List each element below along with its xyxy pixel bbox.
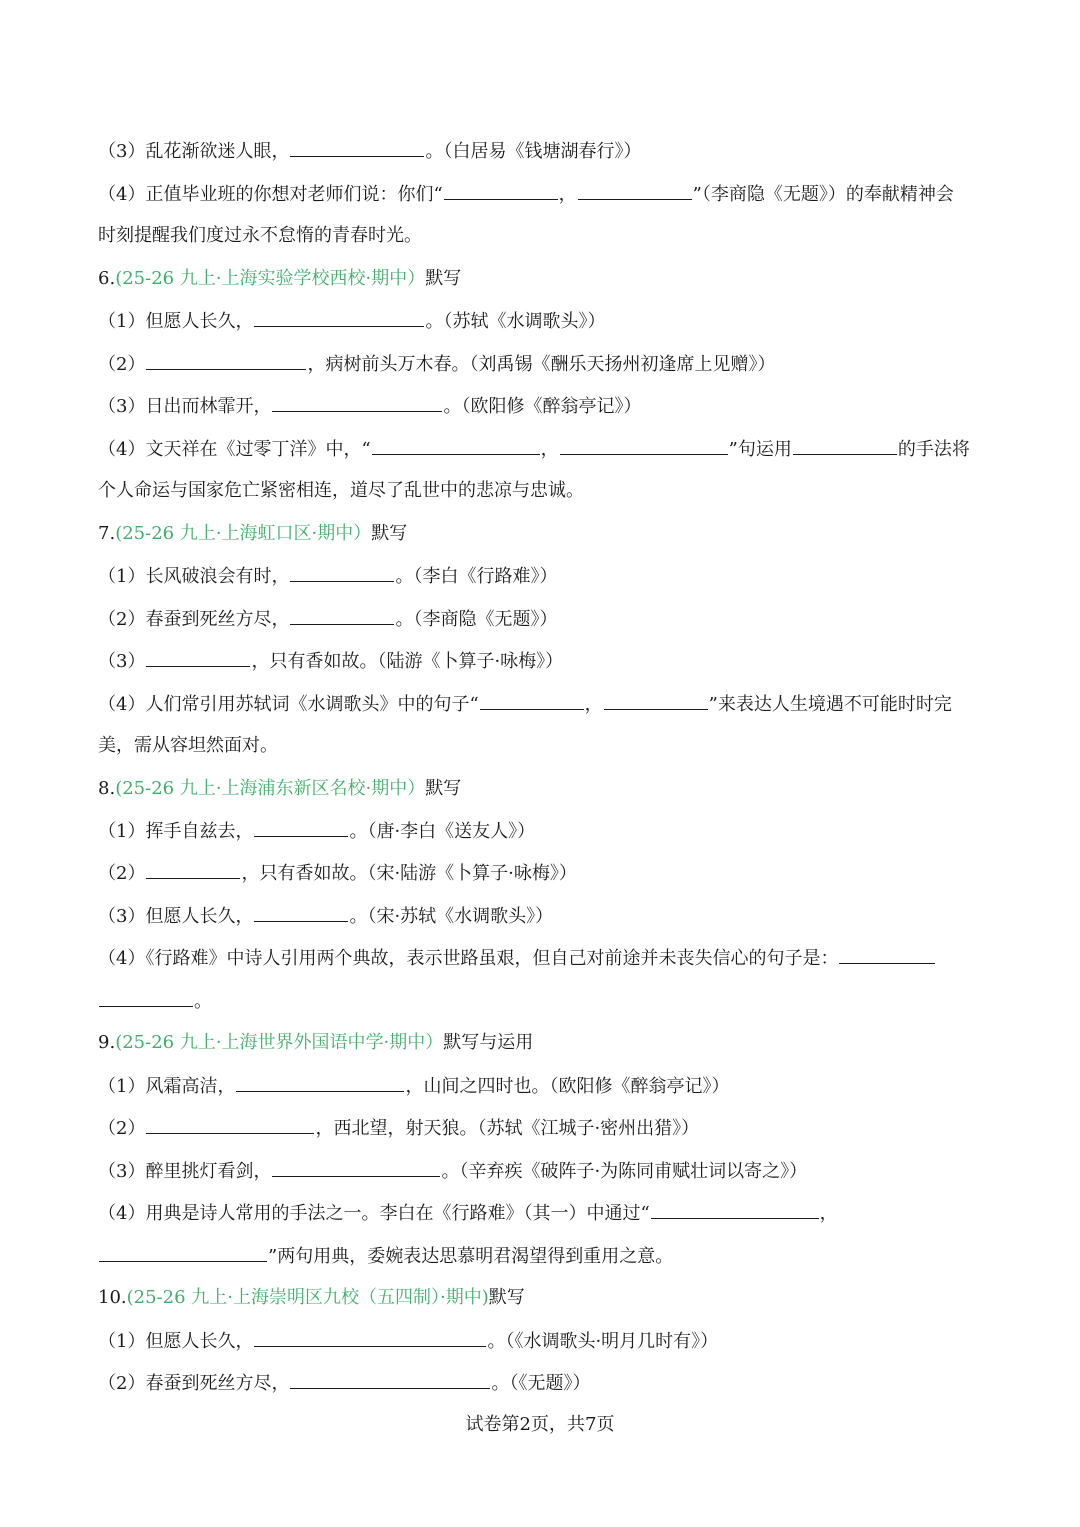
q7-item3-num: （3） [98, 651, 146, 672]
answer-blank[interactable] [146, 351, 306, 370]
q7-item4 [98, 691, 982, 718]
answer-blank[interactable] [372, 436, 540, 455]
answer-blank[interactable] [793, 436, 897, 455]
question-number: 7. [98, 523, 116, 544]
q8-item4-end: 。 [194, 991, 212, 1012]
answer-blank[interactable] [272, 393, 442, 412]
q9-item3-text: （3）醉里挑灯看剑， [98, 1161, 272, 1182]
q5-item4-line2 [98, 223, 982, 249]
q6-item3 [98, 393, 982, 420]
q9-item3-source: 。（辛弃疾《破阵子·为陈同甫赋壮词以寄之》） [441, 1161, 808, 1182]
q9-item1 [98, 1073, 982, 1100]
q5-item4 [98, 181, 982, 208]
answer-blank[interactable] [290, 138, 424, 157]
q8-item3 [98, 903, 982, 930]
q9-item4-text: （4）用典是诗人常用的手法之一。李白在《行路难》（其一）中通过“ [98, 1203, 650, 1224]
q7-item2 [98, 606, 982, 633]
q6-item3-text: （3）日出而林霏开， [98, 396, 272, 417]
q7-heading [98, 521, 982, 547]
q9-item4-continuation: ”两句用典，委婉表达思慕明君渴望得到重用之意。 [268, 1246, 674, 1267]
q5-item3-source: 。（白居易《钱塘湖春行》） [425, 141, 642, 162]
q6-item1-source: 。（苏轼《水调歌头》） [425, 311, 606, 332]
q9-item1-source: ，山间之四时也。（欧阳修《醉翁亭记》） [405, 1076, 730, 1097]
q7-item3-text: ，只有香如故。（陆游《卜算子·咏梅》） [251, 651, 564, 672]
q8-item1-source: 。（唐·李白《送友人》） [349, 821, 536, 842]
question-number: 8. [98, 778, 116, 799]
q6-item2 [98, 351, 982, 378]
q7-item2-text: （2）春蚕到死丝方尽， [98, 609, 290, 630]
q7-item4-comma: ， [584, 694, 603, 715]
q8-item4 [98, 945, 982, 972]
answer-blank[interactable] [146, 860, 240, 879]
q9-item4-line2 [98, 1243, 982, 1270]
q9-item4 [98, 1200, 982, 1227]
q6-item2-num: （2） [98, 354, 146, 375]
question-number: 9. [98, 1032, 116, 1053]
q8-item4-text: （4）《行路难》中诗人引用两个典故，表示世路虽艰，但自己对前途并未丧失信心的句子是： [98, 948, 839, 969]
q8-item1 [98, 818, 982, 845]
q7-item1-source: 。（李白《行路难》） [395, 566, 558, 587]
q9-item2-text: ，西北望，射天狼。（苏轼《江城子·密州出猎》） [315, 1118, 700, 1139]
q6-item4-line2 [98, 478, 982, 504]
q7-item1-text: （1）长风破浪会有时， [98, 566, 290, 587]
q7-item4-continuation: 美，需从容坦然面对。 [98, 735, 278, 756]
q6-item4 [98, 436, 982, 463]
q6-item4-mid: ”句运用 [728, 439, 792, 460]
q9-item2-num: （2） [98, 1118, 146, 1139]
q9-item3 [98, 1158, 982, 1185]
q6-item4-comma: ， [540, 439, 559, 460]
question-source[interactable]: (25-26 九上·上海崇明区九校（五四制）·期中) [126, 1287, 489, 1308]
page-footer: 试卷第2页，共7页 [465, 1414, 615, 1435]
q7-item3 [98, 648, 982, 675]
answer-blank[interactable] [290, 1370, 490, 1389]
question-type: 默写 [488, 1287, 525, 1308]
q7-item2-source: 。（李商隐《无题》） [395, 609, 558, 630]
q5-item4-tail: ”（李商隐《无题》）的奉献精神会 [692, 184, 954, 205]
answer-blank[interactable] [254, 903, 348, 922]
question-number: 10. [98, 1287, 127, 1308]
answer-blank[interactable] [99, 1243, 267, 1262]
question-source[interactable]: (25-26 九上·上海浦东新区名校·期中） [115, 778, 426, 799]
answer-blank[interactable] [290, 563, 394, 582]
q5-item3 [98, 138, 982, 165]
answer-blank[interactable] [604, 691, 708, 710]
answer-blank[interactable] [444, 181, 558, 200]
q5-item4-continuation: 时刻提醒我们度过永不怠惰的青春时光。 [98, 225, 422, 246]
q10-heading [98, 1285, 982, 1311]
q9-heading [98, 1030, 982, 1056]
answer-blank[interactable] [290, 606, 394, 625]
q7-item4-line2 [98, 733, 982, 759]
q5-item3-text: （3）乱花渐欲迷人眼， [98, 141, 290, 162]
q8-item2 [98, 860, 982, 887]
q10-item1 [98, 1328, 982, 1355]
q10-item1-source: 。（《水调歌头·明月几时有》） [487, 1331, 719, 1352]
question-source[interactable]: (25-26 九上·上海世界外国语中学·期中） [115, 1032, 444, 1053]
q6-item2-text: ，病树前头万木春。（刘禹锡《酬乐天扬州初逢席上见赠》） [307, 354, 776, 375]
q6-item1-text: （1）但愿人长久， [98, 311, 254, 332]
question-type: 默写与运用 [443, 1032, 534, 1053]
question-source[interactable]: (25-26 九上·上海实验学校西校·期中） [115, 268, 426, 289]
q10-item2 [98, 1370, 982, 1397]
answer-blank[interactable] [254, 308, 424, 327]
question-type: 默写 [425, 778, 462, 799]
q8-item1-text: （1）挥手自兹去， [98, 821, 254, 842]
answer-blank[interactable] [839, 945, 935, 964]
question-type: 默写 [371, 523, 408, 544]
q8-item2-text: ，只有香如故。（宋·陆游《卜算子·咏梅》） [241, 863, 577, 884]
q6-item1 [98, 308, 982, 335]
answer-blank[interactable] [560, 436, 728, 455]
q9-item2 [98, 1115, 982, 1142]
answer-blank[interactable] [480, 691, 584, 710]
question-type: 默写 [425, 268, 462, 289]
q8-heading [98, 776, 982, 802]
q5-item4-text: （4）正值毕业班的你想对老师们说：你们“ [98, 184, 443, 205]
q8-item2-num: （2） [98, 863, 146, 884]
q7-item4-tail: ”来表达人生境遇不可能时时完 [708, 694, 952, 715]
q10-item2-text: （2）春蚕到死丝方尽， [98, 1373, 290, 1394]
q10-item2-source: 。（《无题》） [491, 1373, 591, 1394]
question-source[interactable]: (25-26 九上·上海虹口区·期中） [115, 523, 372, 544]
answer-blank[interactable] [236, 1073, 404, 1092]
answer-blank[interactable] [99, 988, 193, 1007]
answer-blank[interactable] [272, 1158, 440, 1177]
q6-item4-tail: 的手法将 [897, 439, 970, 460]
answer-blank[interactable] [254, 818, 348, 837]
q9-item1-text: （1）风霜高洁， [98, 1076, 236, 1097]
q8-item3-source: 。（宋·苏轼《水调歌头》） [349, 906, 554, 927]
q6-item3-source: 。（欧阳修《醉翁亭记》） [443, 396, 642, 417]
q5-item4-comma: ， [558, 184, 577, 205]
q10-item1-text: （1）但愿人长久， [98, 1331, 254, 1352]
q6-item4-text: （4）文天祥在《过零丁洋》中，“ [98, 439, 371, 460]
q8-item3-text: （3）但愿人长久， [98, 906, 254, 927]
q9-item4-comma: ， [819, 1203, 838, 1224]
q7-item1 [98, 563, 982, 590]
question-number: 6. [98, 268, 116, 289]
answer-blank[interactable] [146, 648, 250, 667]
q7-item4-text: （4）人们常引用苏轼词《水调歌头》中的句子“ [98, 694, 479, 715]
answer-blank[interactable] [254, 1328, 486, 1347]
answer-blank[interactable] [578, 181, 692, 200]
answer-blank[interactable] [651, 1200, 819, 1219]
q8-item4-line2 [98, 988, 982, 1015]
q6-heading [98, 266, 982, 292]
q6-item4-continuation: 个人命运与国家危亡紧密相连，道尽了乱世中的悲凉与忠诚。 [98, 480, 584, 501]
answer-blank[interactable] [146, 1115, 314, 1134]
